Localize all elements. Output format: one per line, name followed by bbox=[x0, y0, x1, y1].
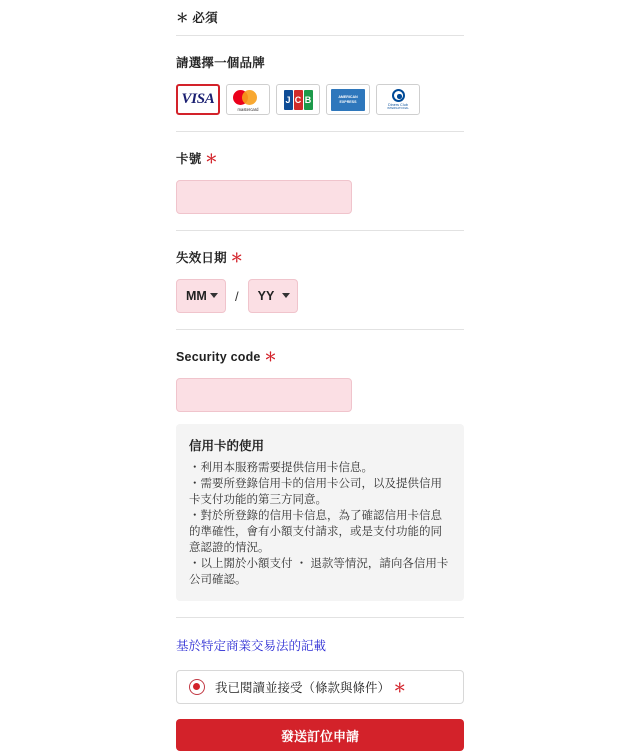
brand-options bbox=[176, 84, 464, 115]
expiry-month-value: MM bbox=[186, 289, 207, 303]
expiry-label bbox=[176, 248, 464, 266]
visa-icon: VISA bbox=[181, 91, 215, 107]
expiry-month-select[interactable] bbox=[176, 279, 226, 313]
security-code-label-text: Security code bbox=[176, 350, 261, 364]
amex-label: AMERICAN EXPRESS bbox=[338, 95, 358, 104]
brand-option-amex[interactable] bbox=[326, 84, 370, 115]
diners-icon bbox=[380, 88, 416, 112]
submit-reservation-button[interactable]: 發送訂位申請 bbox=[176, 719, 464, 751]
form-content bbox=[176, 0, 464, 751]
expiry-selects bbox=[176, 279, 464, 313]
notice-item: ・利用本服務需要提供信用卡信息。 bbox=[189, 462, 373, 474]
mastercard-icon bbox=[231, 89, 265, 111]
brand-option-jcb[interactable] bbox=[276, 84, 320, 115]
radio-selected-icon[interactable] bbox=[189, 679, 205, 695]
agreement-label-text: 我已閱讀並接受（條款與條件） bbox=[215, 681, 391, 695]
chevron-down-icon bbox=[282, 293, 290, 298]
brand-option-visa[interactable] bbox=[176, 84, 220, 115]
expiry-year-select[interactable] bbox=[248, 279, 298, 313]
mastercard-label: mastercard bbox=[237, 106, 259, 112]
jcb-icon: J C B bbox=[284, 90, 313, 110]
expiry-required-marker: ＊ bbox=[230, 251, 244, 265]
card-number-input[interactable] bbox=[176, 180, 352, 214]
card-number-required-marker: ＊ bbox=[205, 152, 218, 166]
diners-label: Diners Club bbox=[388, 103, 408, 108]
expiry-label-text: 失效日期 bbox=[176, 251, 227, 265]
card-number-label-text: 卡號 bbox=[176, 152, 202, 166]
diners-sublabel: INTERNATIONAL bbox=[387, 107, 409, 111]
chevron-down-icon bbox=[210, 293, 218, 298]
notice-item: ・以上閞於小額支付 ・ 退款等情況，請向各信用卡公司確認。 bbox=[189, 558, 449, 586]
brand-option-mastercard[interactable] bbox=[226, 84, 270, 115]
brand-label: 請選擇一個品牌 bbox=[176, 56, 265, 70]
amex-icon bbox=[331, 89, 365, 111]
agreement-label bbox=[215, 678, 406, 696]
brand-section bbox=[176, 36, 464, 131]
security-code-input[interactable] bbox=[176, 378, 352, 412]
expiry-year-value: YY bbox=[257, 289, 275, 303]
notice-title: 信用卡的使用 bbox=[189, 439, 265, 453]
notice-item: ・需要所登錄信用卡的信用卡公司，以及提供信用卡支付功能的第三方同意。 bbox=[189, 478, 442, 506]
expiry-section bbox=[176, 231, 464, 329]
card-number-section bbox=[176, 132, 464, 230]
expiry-separator: / bbox=[235, 288, 239, 304]
security-code-section bbox=[176, 330, 464, 617]
security-code-required-marker: ＊ bbox=[264, 350, 277, 364]
agreement-required-marker: ＊ bbox=[393, 681, 407, 695]
credit-card-notice bbox=[176, 424, 464, 601]
brand-option-diners[interactable] bbox=[376, 84, 420, 115]
agreement-option[interactable] bbox=[176, 670, 464, 704]
legal-notice-link[interactable]: 基於特定商業交易法的記載 bbox=[176, 639, 327, 653]
notice-item: ・對於所登錄的信用卡信息，為了確認信用卡信息的準確性，會有小額支付請求，或是支付功能的同意認證的情況。 bbox=[189, 510, 442, 554]
security-code-label bbox=[176, 347, 464, 365]
required-note: ＊ 必須 bbox=[176, 11, 218, 25]
card-number-label bbox=[176, 149, 464, 167]
